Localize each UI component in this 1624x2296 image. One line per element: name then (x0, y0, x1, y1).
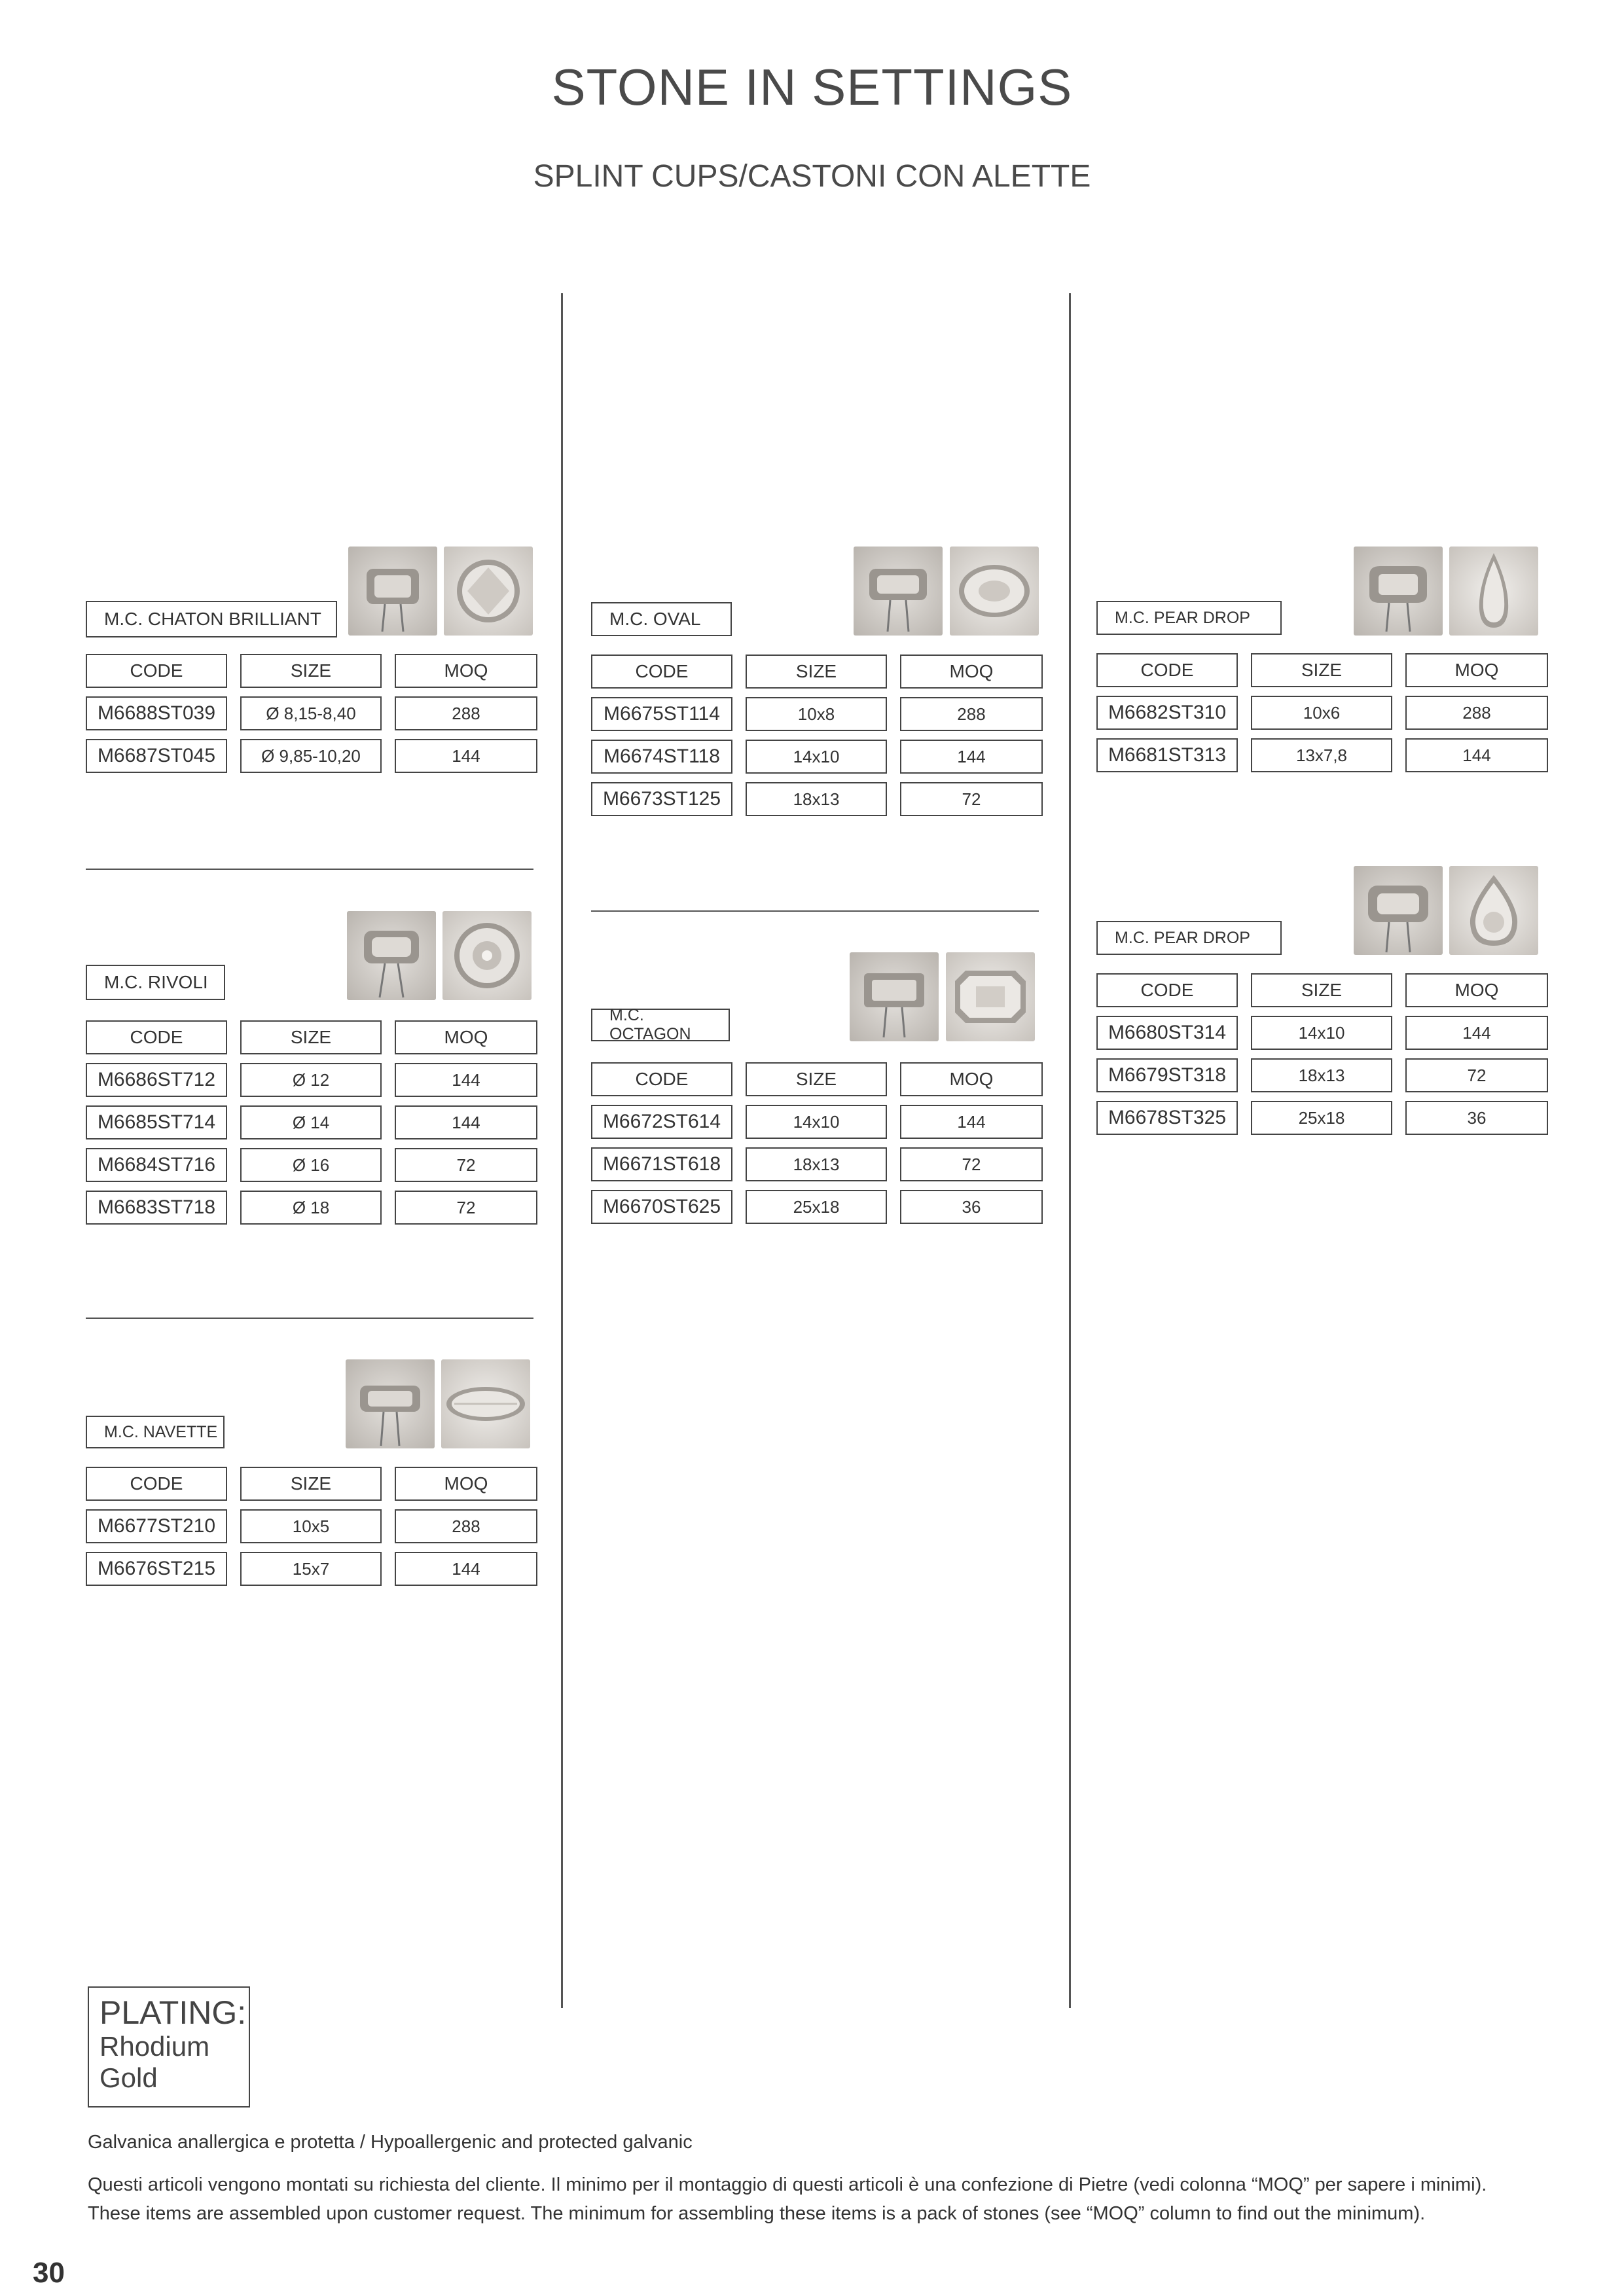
code-cell: M6682ST310 (1096, 696, 1238, 730)
chaton-label: M.C. CHATON BRILLIANT (86, 601, 337, 637)
code-cell: M6673ST125 (591, 782, 732, 816)
moq-cell: 144 (900, 1105, 1043, 1139)
code-cell: M6680ST314 (1096, 1016, 1238, 1050)
table-row (86, 1148, 537, 1182)
pear-drop-top-photo (1449, 547, 1538, 636)
pear-drop-label: M.C. PEAR DROP (1096, 921, 1282, 955)
size-header: SIZE (240, 654, 382, 688)
moq-cell: 288 (900, 697, 1043, 731)
table-row (591, 1105, 1043, 1139)
pear-drop-table (1096, 973, 1548, 1143)
rivoli-table (86, 1020, 537, 1233)
size-header: SIZE (1251, 653, 1392, 687)
table-row (1096, 1101, 1548, 1135)
moq-header: MOQ (900, 1062, 1043, 1096)
code-cell: M6671ST618 (591, 1147, 732, 1181)
size-header: SIZE (240, 1467, 382, 1501)
rivoli-top-photo (442, 911, 532, 1000)
moq-cell: 144 (395, 1063, 537, 1097)
table-row (591, 1190, 1043, 1224)
moq-header: MOQ (395, 1467, 537, 1501)
moq-cell: 144 (1405, 738, 1548, 772)
moq-header: MOQ (1405, 653, 1548, 687)
moq-cell: 144 (395, 739, 537, 773)
page-subtitle: SPLINT CUPS/CASTONI CON ALETTE (533, 159, 1091, 194)
chaton-top-photo (444, 547, 533, 636)
table-row (86, 696, 537, 730)
table-header-row (1096, 653, 1548, 687)
moq-cell: 288 (395, 696, 537, 730)
size-header: SIZE (1251, 973, 1392, 1007)
plating-option-rhodium: Rhodium (99, 2031, 210, 2062)
moq-cell: 144 (395, 1552, 537, 1586)
navette-top-photo (441, 1359, 530, 1448)
rivoli-label: M.C. RIVOLI (86, 965, 225, 1000)
moq-cell: 72 (900, 1147, 1043, 1181)
size-cell: 18x13 (746, 782, 887, 816)
moq-header: MOQ (1405, 973, 1548, 1007)
column-divider-left (561, 293, 563, 2008)
code-cell: M6688ST039 (86, 696, 227, 730)
assembly-note-it: Questi articoli vengono montati su richiesta del cliente. Il minimo per il montaggio di questi articoli è una confezione di Pietre (vedi colonna “MOQ” per sapere i minimi). (88, 2174, 1487, 2195)
pear-drop-top-photo (1449, 866, 1538, 955)
moq-cell: 72 (1405, 1058, 1548, 1092)
navette-side-photo (346, 1359, 435, 1448)
rivoli-side-photo (347, 911, 436, 1000)
table-header-row (86, 654, 537, 688)
navette-label: M.C. NAVETTE (86, 1416, 225, 1448)
plating-heading: PLATING: (99, 1994, 247, 2031)
code-cell: M6683ST718 (86, 1191, 227, 1225)
moq-cell: 288 (395, 1509, 537, 1543)
code-cell: M6679ST318 (1096, 1058, 1238, 1092)
table-header-row (1096, 973, 1548, 1007)
octagon-top-photo (946, 952, 1035, 1041)
size-cell: 18x13 (1251, 1058, 1392, 1092)
octagon-side-photo (850, 952, 939, 1041)
table-row (591, 782, 1043, 816)
moq-cell: 72 (900, 782, 1043, 816)
code-cell: M6675ST114 (591, 697, 732, 731)
code-cell: M6687ST045 (86, 739, 227, 773)
moq-cell: 72 (395, 1148, 537, 1182)
size-cell: 10x5 (240, 1509, 382, 1543)
code-header: CODE (1096, 653, 1238, 687)
moq-header: MOQ (395, 1020, 537, 1054)
moq-cell: 144 (395, 1105, 537, 1139)
moq-cell: 288 (1405, 696, 1548, 730)
section-divider (86, 1318, 533, 1319)
size-cell: Ø 18 (240, 1191, 382, 1225)
pear-drop-label: M.C. PEAR DROP (1096, 601, 1282, 635)
table-row (591, 1147, 1043, 1181)
size-cell: Ø 14 (240, 1105, 382, 1139)
moq-cell: 144 (1405, 1016, 1548, 1050)
oval-label: M.C. OVAL (591, 602, 732, 636)
size-header: SIZE (746, 1062, 887, 1096)
table-row (86, 1509, 537, 1543)
code-cell: M6681ST313 (1096, 738, 1238, 772)
table-header-row (591, 1062, 1043, 1096)
code-cell: M6686ST712 (86, 1063, 227, 1097)
table-row (1096, 738, 1548, 772)
size-header: SIZE (746, 655, 887, 689)
code-header: CODE (86, 1467, 227, 1501)
moq-cell: 144 (900, 740, 1043, 774)
code-header: CODE (86, 654, 227, 688)
table-row (591, 697, 1043, 731)
table-row (1096, 696, 1548, 730)
moq-cell: 36 (1405, 1101, 1548, 1135)
size-cell: Ø 8,15-8,40 (240, 696, 382, 730)
code-cell: M6677ST210 (86, 1509, 227, 1543)
galvanic-note: Galvanica anallergica e protetta / Hypoallergenic and protected galvanic (88, 2132, 693, 2153)
table-row (86, 1063, 537, 1097)
code-cell: M6676ST215 (86, 1552, 227, 1586)
moq-header: MOQ (900, 655, 1043, 689)
table-row (591, 740, 1043, 774)
pear-drop-table (1096, 653, 1548, 781)
size-cell: 13x7,8 (1251, 738, 1392, 772)
size-cell: 25x18 (1251, 1101, 1392, 1135)
table-row (1096, 1016, 1548, 1050)
section-divider (591, 910, 1039, 912)
code-cell: M6684ST716 (86, 1148, 227, 1182)
chaton-side-photo (348, 547, 437, 636)
pear-drop-side-photo (1354, 866, 1443, 955)
table-row (86, 1105, 537, 1139)
page-number: 30 (33, 2257, 65, 2289)
size-cell: 15x7 (240, 1552, 382, 1586)
size-cell: 10x8 (746, 697, 887, 731)
table-header-row (86, 1467, 537, 1501)
code-header: CODE (591, 655, 732, 689)
code-cell: M6672ST614 (591, 1105, 732, 1139)
size-cell: Ø 9,85-10,20 (240, 739, 382, 773)
table-row (86, 739, 537, 773)
table-header-row (591, 655, 1043, 689)
column-divider-right (1069, 293, 1071, 2008)
oval-side-photo (854, 547, 943, 636)
table-row (1096, 1058, 1548, 1092)
plating-box (88, 1986, 250, 2108)
oval-top-photo (950, 547, 1039, 636)
oval-table (591, 655, 1043, 825)
size-cell: 14x10 (746, 740, 887, 774)
code-header: CODE (1096, 973, 1238, 1007)
size-cell: 18x13 (746, 1147, 887, 1181)
moq-cell: 72 (395, 1191, 537, 1225)
plating-option-gold: Gold (99, 2062, 158, 2093)
pear-drop-side-photo (1354, 547, 1443, 636)
code-header: CODE (86, 1020, 227, 1054)
size-cell: Ø 16 (240, 1148, 382, 1182)
code-cell: M6685ST714 (86, 1105, 227, 1139)
table-row (86, 1552, 537, 1586)
code-header: CODE (591, 1062, 732, 1096)
size-cell: 25x18 (746, 1190, 887, 1224)
octagon-label: M.C. OCTAGON (591, 1009, 730, 1041)
navette-table (86, 1467, 537, 1594)
octagon-table (591, 1062, 1043, 1232)
section-divider (86, 869, 533, 870)
size-cell: 10x6 (1251, 696, 1392, 730)
assembly-note-en: These items are assembled upon customer request. The minimum for assembling these items is a pack of stones (see “MOQ” column to find out the minimum). (88, 2203, 1426, 2224)
size-header: SIZE (240, 1020, 382, 1054)
page-title: STONE IN SETTINGS (551, 58, 1073, 116)
moq-cell: 36 (900, 1190, 1043, 1224)
size-cell: 14x10 (1251, 1016, 1392, 1050)
table-row (86, 1191, 537, 1225)
chaton-table (86, 654, 537, 781)
moq-header: MOQ (395, 654, 537, 688)
size-cell: Ø 12 (240, 1063, 382, 1097)
code-cell: M6670ST625 (591, 1190, 732, 1224)
code-cell: M6678ST325 (1096, 1101, 1238, 1135)
size-cell: 14x10 (746, 1105, 887, 1139)
table-header-row (86, 1020, 537, 1054)
code-cell: M6674ST118 (591, 740, 732, 774)
